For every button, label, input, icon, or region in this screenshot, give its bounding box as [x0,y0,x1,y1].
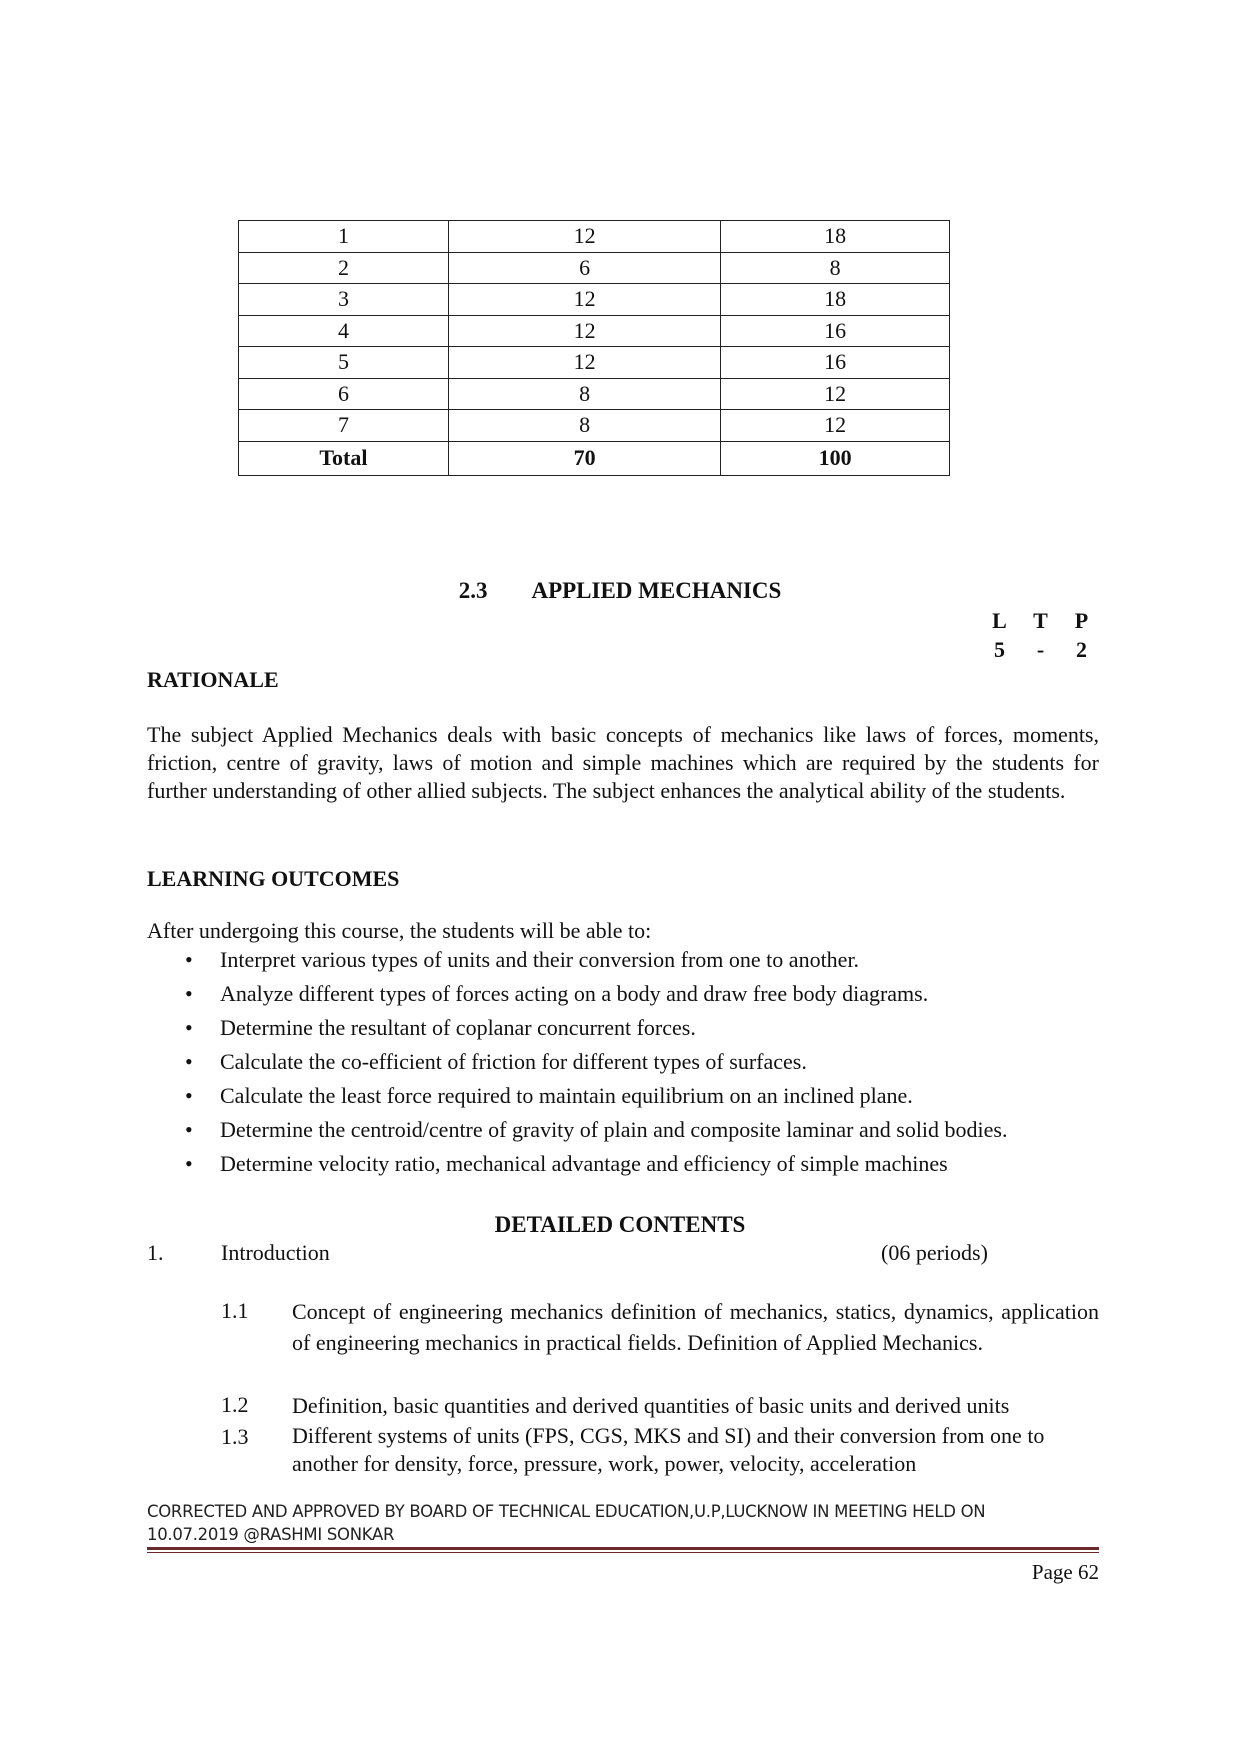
list-item [185,1014,1007,1048]
list-item [185,946,1007,980]
ltp-value: - [1036,637,1045,662]
page-number: Page 62 [1031,1560,1099,1584]
table-cell: 8 [448,410,720,442]
detailed-contents-heading: DETAILED CONTENTS [494,1212,746,1237]
list-item [185,1116,1007,1150]
table-cell: 8 [448,378,720,410]
bullet-icon: • [185,947,193,972]
list-item-text: Determine the centroid/centre of gravity of plain and composite laminar and solid bodies. [220,1117,1008,1142]
unit-periods: (06 periods) [881,1240,988,1265]
list-item-text: Calculate the co-efficient of friction for different types of surfaces. [220,1049,807,1074]
list-item-text: Determine the resultant of coplanar concurrent forces. [220,1015,696,1040]
subitem-number: 1.3 [221,1424,249,1449]
footer-line: 10.07.2019 @RASHMI SONKAR [147,1525,395,1544]
table-cell: 18 [721,221,950,253]
table-cell: 5 [239,347,449,379]
table-row [239,378,950,410]
footer-divider [147,1552,1099,1553]
bullet-icon: • [185,1151,193,1176]
subitem-number: 1.2 [221,1392,249,1417]
table-row [239,221,950,253]
subitem-number: 1.1 [221,1298,249,1323]
table-cell: 2 [239,252,449,284]
unit-title: Introduction [221,1240,330,1265]
table-row [239,410,950,442]
outcomes-list [185,946,1007,1184]
outcomes-intro: After undergoing this course, the students will be able to: [147,918,652,943]
table-total-row [239,441,950,475]
list-item-text: Interpret various types of units and their conversion from one to another. [220,947,860,972]
list-item-text: Determine velocity ratio, mechanical advantage and efficiency of simple machines [220,1151,948,1176]
table-cell: 100 [721,441,950,475]
table-cell: 8 [721,252,950,284]
table-row [239,315,950,347]
ltp-labels [979,608,1102,634]
list-item-text: Analyze different types of forces acting on a body and draw free body diagrams. [220,981,929,1006]
list-item-text: Calculate the least force required to maintain equilibrium on an inclined plane. [220,1083,913,1108]
ltp-label: T [1033,608,1048,633]
marks-table [238,220,950,476]
list-item [185,1048,1007,1082]
table-cell: 12 [448,284,720,316]
bullet-icon: • [185,1117,193,1142]
subitem-text: Concept of engineering mechanics definition of mechanics, statics, dynamics, application of engineering mechanics in practical fields. Definition of Applied Mechanics. [292,1299,1099,1355]
section-title [0,578,1240,604]
table-cell: 12 [448,315,720,347]
footer-line: CORRECTED AND APPROVED BY BOARD OF TECHNICAL EDUCATION,U.P,LUCKNOW IN MEETING HELD ON [147,1502,986,1521]
rationale-text: The subject Applied Mechanics deals with basic concepts of mechanics like laws of forces, moments, friction, centre of gravity, laws of motion and simple machines which are required by the students for further understanding of other allied subjects. The subject enhances the analytical ability of the students. [147,722,1099,803]
table-cell: 3 [239,284,449,316]
table-cell: 18 [721,284,950,316]
unit-number: 1. [147,1240,164,1265]
list-item [185,1082,1007,1116]
footer-note [147,1500,985,1546]
ltp-label: L [992,608,1007,633]
table-cell: 12 [448,347,720,379]
ltp-value: 5 [994,637,1005,662]
rationale-heading: RATIONALE [147,667,279,692]
section-number: 2.3 [458,578,488,603]
ltp-label: P [1074,608,1089,633]
table-cell: 12 [721,378,950,410]
table-cell: 6 [448,252,720,284]
footer-divider [147,1547,1099,1550]
table-row [239,347,950,379]
bullet-icon: • [185,981,193,1006]
table-cell: 1 [239,221,449,253]
table-cell: 12 [721,410,950,442]
table-cell: 16 [721,347,950,379]
bullet-icon: • [185,1015,193,1040]
table-cell: Total [239,441,449,475]
section-name: APPLIED MECHANICS [531,578,782,603]
table-cell: 12 [448,221,720,253]
subitem-text: Definition, basic quantities and derived quantities of basic units and derived units [292,1393,1010,1418]
table-cell: 4 [239,315,449,347]
table-cell: 6 [239,378,449,410]
bullet-icon: • [185,1083,193,1108]
outcomes-heading: LEARNING OUTCOMES [147,866,400,891]
ltp-value: 2 [1076,637,1087,662]
table-cell: 16 [721,315,950,347]
bullet-icon: • [185,1049,193,1074]
table-row [239,252,950,284]
list-item [185,980,1007,1014]
table-cell: 70 [448,441,720,475]
list-item [185,1150,1007,1184]
subitem-text: Different systems of units (FPS, CGS, MKS and SI) and their conversion from one to another for density, force, pressure, work, power, velocity, acceleration [292,1423,1045,1476]
table-cell: 7 [239,410,449,442]
ltp-values [979,637,1102,663]
table-row [239,284,950,316]
